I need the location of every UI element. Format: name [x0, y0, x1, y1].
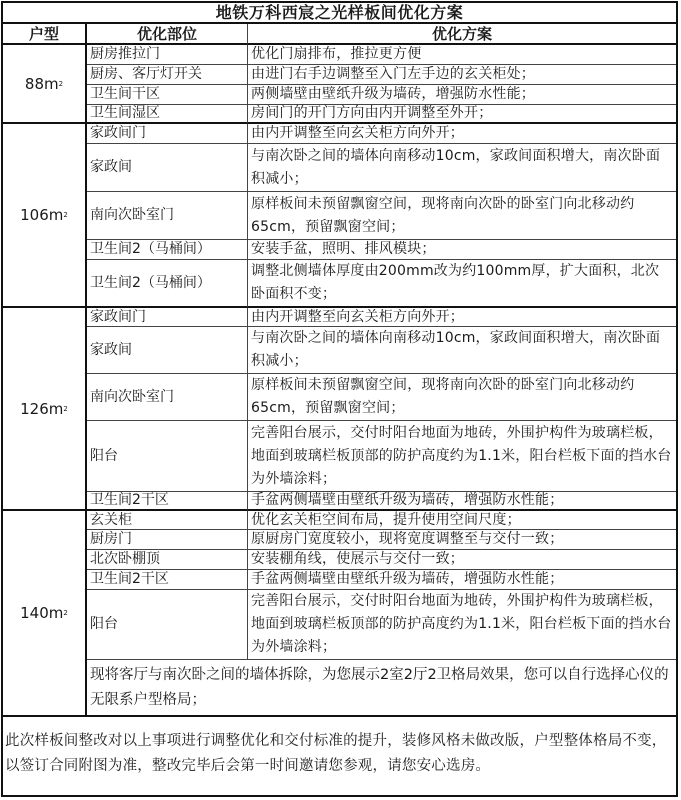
table-row-plan: 由内开调整至向玄关柜方向外开； — [248, 308, 676, 327]
table-row-plan: 由进门右手边调整至入门左手边的玄关柜处； — [248, 65, 676, 85]
table-row-part: 玄关柜 — [87, 511, 248, 530]
table-row-part: 家政间门 — [87, 308, 248, 327]
table-row-plan: 由内开调整至向玄关柜方向外开； — [248, 124, 676, 144]
table-row-part: 厨房、客厅灯开关 — [87, 65, 248, 85]
unit-area: 88 — [24, 74, 44, 93]
table-row-note: 现将客厅与南次卧之间的墙体拆除，为您展示2室2厅2卫格局效果，您可以自行选择心仪的无限系户型格局； — [87, 660, 676, 717]
table-row-part: 阳台 — [87, 590, 248, 660]
unit-area: 126 — [20, 399, 49, 418]
table-row-plan: 手盆两侧墙壁由壁纸升级为墙砖，增强防水性能； — [248, 570, 676, 590]
header-unit-type: 户型 — [3, 24, 87, 45]
unit-sup: 2 — [63, 404, 68, 413]
table-row-part: 卫生间2干区 — [87, 570, 248, 590]
unit-sup: 2 — [63, 211, 68, 219]
table-row-part: 卫生间2（马桶间） — [87, 240, 248, 260]
table-row-part: 南向次卧室门 — [87, 374, 248, 421]
table-row-plan: 原样板间未预留飘窗空间，现将南向次卧的卧室门向北移动约65cm，预留飘窗空间； — [248, 192, 676, 240]
table-row-part: 卫生间湿区 — [87, 105, 248, 124]
unit-area: 106 — [20, 206, 49, 224]
table-row-part: 家政间 — [87, 144, 248, 192]
unit-type-106 — [3, 124, 87, 308]
header-plan: 优化方案 — [248, 24, 676, 45]
table-row-plan: 完善阳台展示，交付时阳台地面为地砖，外围护构件为玻璃栏板，地面到玻璃栏板顶部的防护高度约为1.1米，阳台栏板下面的挡水台为外墙涂料； — [248, 590, 676, 660]
table-row-plan: 与南次卧之间的墙体向南移动10cm，家政间面积增大，南次卧面积减小； — [248, 327, 676, 374]
table-row-plan: 原厨房门宽度较小，现将宽度调整至与交付一致； — [248, 530, 676, 550]
table-row-plan: 手盆两侧墙壁由壁纸升级为墙砖，增强防水性能； — [248, 492, 676, 511]
table-row-part: 北次卧棚顶 — [87, 550, 248, 570]
table-title: 地铁万科西宸之光样板间优化方案 — [3, 3, 676, 24]
unit-suffix: m — [48, 604, 64, 622]
optimization-table — [1, 1, 678, 797]
unit-area: 140 — [20, 604, 49, 622]
table-row-plan: 房间门的开门方向由内开调整至外开； — [248, 105, 676, 124]
table-row-part: 家政间 — [87, 327, 248, 374]
table-row-part: 卫生间干区 — [87, 85, 248, 105]
table-row-plan: 调整北侧墙体厚度由200mm改为约100mm厚，扩大面积，北次卧面积不变； — [248, 260, 676, 308]
unit-suffix: m — [48, 206, 64, 224]
table-row-plan: 优化玄关柜空间布局，提升使用空间尺度； — [248, 511, 676, 530]
unit-type-140 — [3, 511, 87, 717]
unit-suffix: m — [48, 399, 64, 418]
unit-sup: 2 — [63, 609, 68, 617]
footer-note: 此次样板间整改对以上事项进行调整优化和交付标准的提升，装修风格未做改版，户型整体格局不变，以签订合同附图为准，整改完毕后会第一时间邀请您参观，请您安心选房。 — [5, 733, 667, 774]
table-row-plan: 优化门扇排布，推拉更方便 — [248, 45, 676, 65]
table-row-plan: 完善阳台展示，交付时阳台地面为地砖，外围护构件为玻璃栏板，地面到玻璃栏板顶部的防护高度约为1.1米，阳台栏板下面的挡水台为外墙涂料； — [248, 421, 676, 492]
unit-type-88 — [3, 45, 87, 124]
table-row-part: 南向次卧室门 — [87, 192, 248, 240]
table-row-plan: 两侧墙壁由壁纸升级为墙砖，增强防水性能； — [248, 85, 676, 105]
table-row-plan: 原样板间未预留飘窗空间，现将南向次卧的卧室门向北移动约65cm，预留飘窗空间； — [248, 374, 676, 421]
table-row-plan: 安装手盆，照明、排风模块； — [248, 240, 676, 260]
table-row-part: 卫生间2干区 — [87, 492, 248, 511]
unit-suffix: m — [44, 74, 59, 93]
table-row-part: 阳台 — [87, 421, 248, 492]
unit-sup: 2 — [58, 79, 64, 88]
table-row-part: 卫生间2（马桶间） — [87, 260, 248, 308]
table-row-plan: 安装棚角线，使展示与交付一致； — [248, 550, 676, 570]
table-row-part: 厨房推拉门 — [87, 45, 248, 65]
table-row-plan: 与南次卧之间的墙体向南移动10cm，家政间面积增大，南次卧面积减小； — [248, 144, 676, 192]
table-row-part: 家政间门 — [87, 124, 248, 144]
header-part: 优化部位 — [87, 24, 248, 45]
unit-type-126 — [3, 308, 87, 511]
table-row-part: 厨房门 — [87, 530, 248, 550]
